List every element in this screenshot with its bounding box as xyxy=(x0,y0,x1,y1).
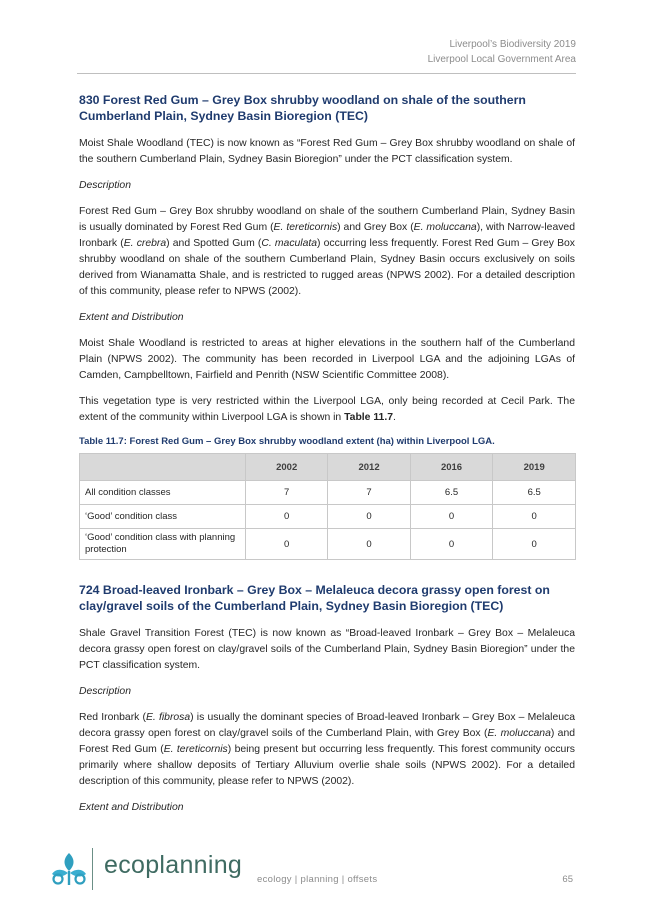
footer-tagline: ecology | planning | offsets xyxy=(257,874,378,885)
table-row xyxy=(80,529,576,560)
row-label: All condition classes xyxy=(80,481,246,505)
table-cell: 7 xyxy=(328,481,410,505)
table-cell: 6.5 xyxy=(493,481,576,505)
table-reference: Table 11.7 xyxy=(344,412,393,423)
brand-name: ecoplanning xyxy=(104,851,243,879)
logo-divider xyxy=(92,848,93,890)
table-cell: 0 xyxy=(493,529,576,560)
column-header: 2012 xyxy=(328,454,410,481)
table-cell: 0 xyxy=(410,505,493,529)
section-heading-724: 724 Broad-leaved Ironbark – Grey Box – Melaleuca decora grassy open forest on clay/gravel soils of the Cumberland Plain, Sydney Basin Bioregion (TEC) xyxy=(79,583,550,613)
table-cell: 0 xyxy=(410,529,493,560)
section-830-extent-heading: Extent and Distribution xyxy=(79,312,184,323)
section-724-description: Red Ironbark (E. fibrosa) is usually the dominant species of Broad-leaved Ironbark – Grey Box – Melaleuca decora grassy open forest on clay/gravel soils of the Cumberland Plain, with Grey Box (E. moluccana) and Forest Red Gum (E. tereticornis) being present but occurring less frequently. This forest community occurs primarily where shallow deposits of Tertiary Alluvium overlie shale soils (NPWS 2002). For a detailed description of this community, please refer to NPWS (2002). xyxy=(79,712,576,787)
header-title: Liverpool’s Biodiversity 2019 xyxy=(449,39,576,50)
running-header xyxy=(428,37,576,67)
table-row xyxy=(80,505,576,529)
row-label: ‘Good’ condition class xyxy=(80,505,246,529)
column-header: 2016 xyxy=(410,454,493,481)
column-header: 2019 xyxy=(493,454,576,481)
ecoplanning-leaf-logo-icon xyxy=(49,851,89,887)
page-content xyxy=(79,92,575,826)
extent-table xyxy=(79,453,576,560)
page-footer xyxy=(0,845,653,895)
table-cell: 0 xyxy=(328,529,410,560)
table-cell: 0 xyxy=(493,505,576,529)
page-number: 65 xyxy=(562,874,573,885)
header-subtitle: Liverpool Local Government Area xyxy=(427,54,576,65)
section-830-description-heading: Description xyxy=(79,180,131,191)
table-corner-cell xyxy=(80,454,246,481)
row-label: ‘Good’ condition class with planning protection xyxy=(80,529,246,560)
table-cell: 0 xyxy=(246,505,328,529)
table-row xyxy=(80,481,576,505)
section-heading-830: 830 Forest Red Gum – Grey Box shrubby woodland on shale of the southern Cumberland Plain, Sydney Basin Bioregion (TEC) xyxy=(79,93,526,123)
section-724-intro: Shale Gravel Transition Forest (TEC) is now known as “Broad-leaved Ironbark – Grey Box – Melaleuca decora grassy open forest on clay/gravel soils of the Cumberland Plain, Sydney Basin Bioregion” under the PCT classification system. xyxy=(79,628,575,671)
section-830-description: Forest Red Gum – Grey Box shrubby woodland on shale of the southern Cumberland Plain, Sydney Basin is usually dominated by Forest Red Gum (E. tereticornis) and Grey Box (E. moluccana), with Narrow-leaved Ironbark (E. crebra) and Spotted Gum (C. maculata) occurring less frequently. Forest Red Gum – Grey Box shrubby woodland on shale of the southern Cumberland Plain, Sydney Basin occurs exclusively on soils derived from Wianamatta Shale, and is restricted to rugged areas (NPWS 2002). For a detailed description of this community, please refer to NPWS (2002). xyxy=(79,206,576,297)
table-cell: 6.5 xyxy=(410,481,493,505)
section-830-intro: Moist Shale Woodland (TEC) is now known as “Forest Red Gum – Grey Box shrubby woodland on shale of the southern Cumberland Plain, Sydney Basin Bioregion” under the PCT classification system. xyxy=(79,138,575,165)
table-header-row xyxy=(80,454,576,481)
header-divider xyxy=(77,73,576,74)
table-caption: Table 11.7: Forest Red Gum – Grey Box shrubby woodland extent (ha) within Liverpool LGA. xyxy=(79,436,495,447)
section-830-extent-paragraph-2: This vegetation type is very restricted within the Liverpool LGA, only being recorded at Cecil Park. The extent of the community within Liverpool LGA is shown in Table 11.7. xyxy=(79,396,575,423)
section-830-extent-paragraph-1: Moist Shale Woodland is restricted to areas at higher elevations in the southern half of the Cumberland Plain (NPWS 2002). The community has been recorded in Liverpool LGA and the adjoining LGAs of Camden, Campbelltown, Fairfield and Penrith (NSW Scientific Committee 2008). xyxy=(79,338,575,381)
section-724-description-heading: Description xyxy=(79,686,131,697)
section-724-extent-heading: Extent and Distribution xyxy=(79,802,184,813)
column-header: 2002 xyxy=(246,454,328,481)
table-cell: 7 xyxy=(246,481,328,505)
table-cell: 0 xyxy=(246,529,328,560)
table-cell: 0 xyxy=(328,505,410,529)
